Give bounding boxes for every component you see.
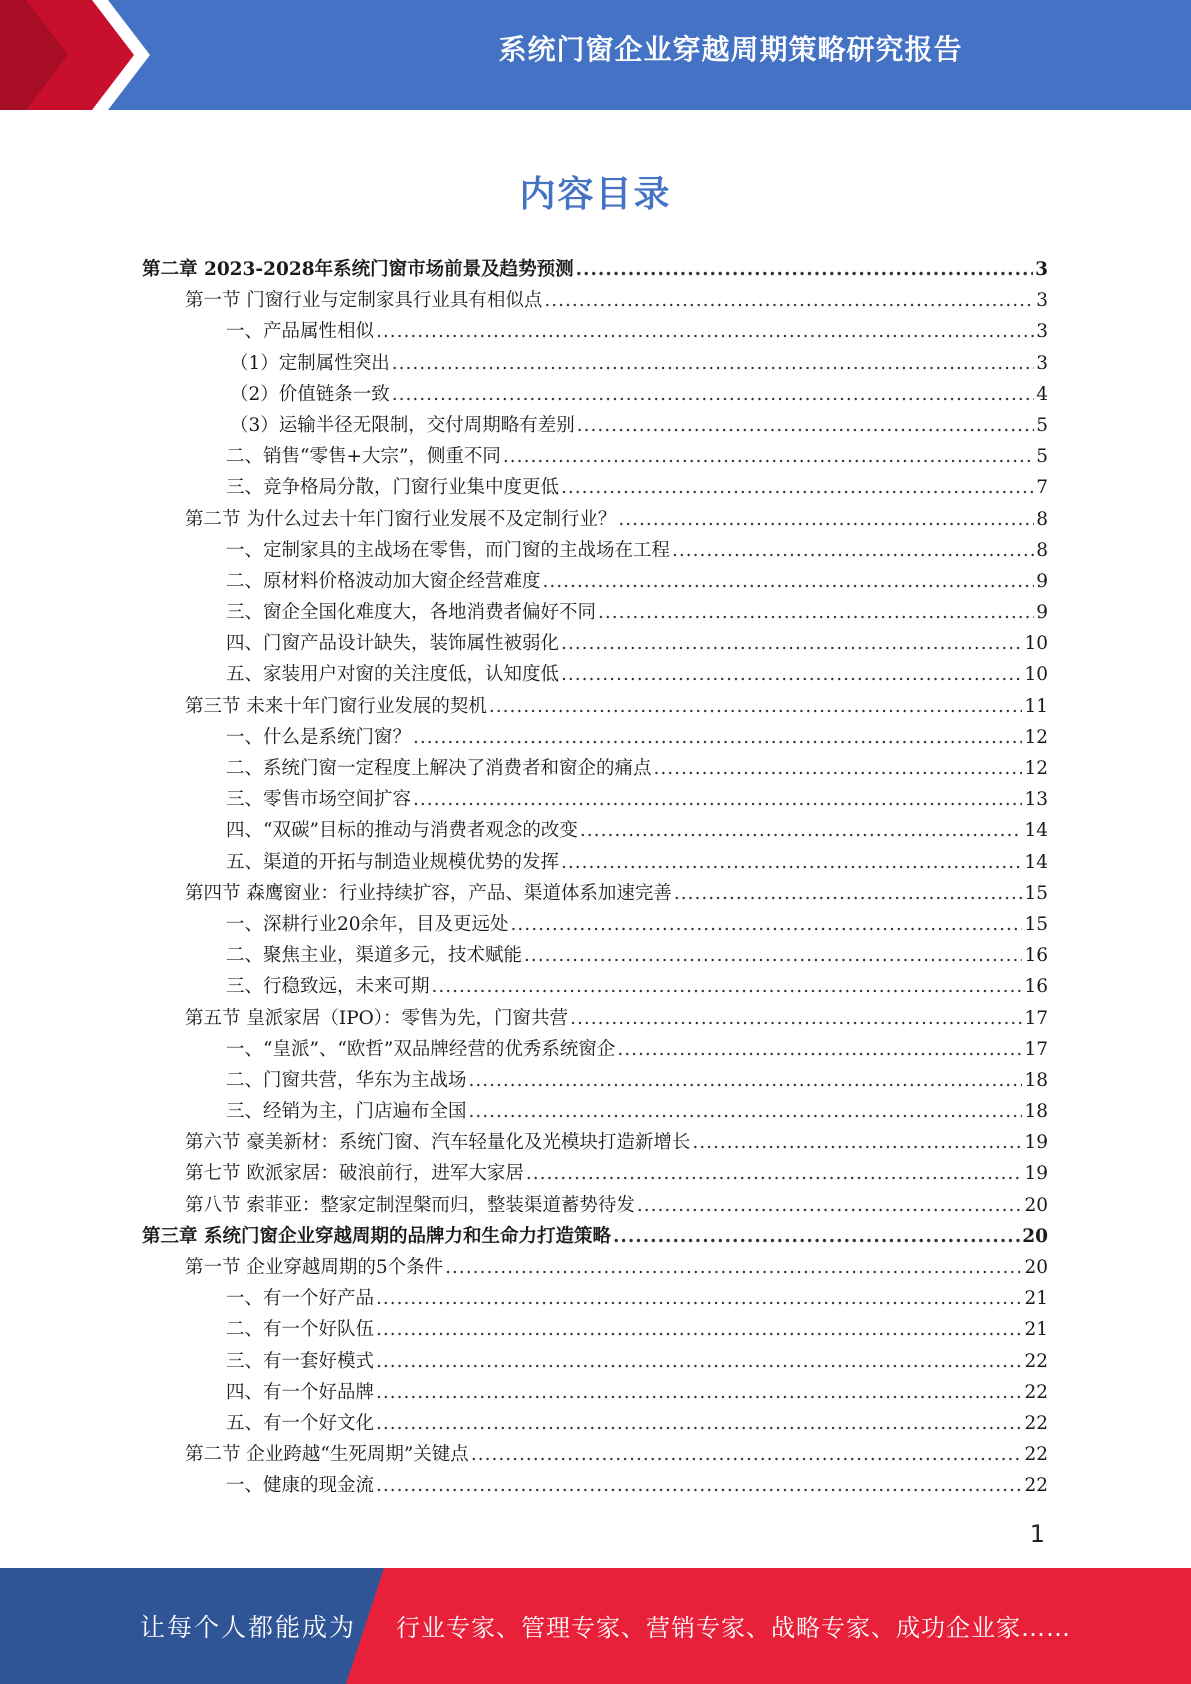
toc-dot-leader xyxy=(503,441,1034,472)
toc-entry-title: 二、聚焦主业，渠道多元，技术赋能 xyxy=(226,945,523,967)
toc-entry-page-number: 18 xyxy=(1024,1101,1048,1123)
report-title: 系统门窗企业穿越周期策略研究报告 xyxy=(498,33,963,66)
toc-dot-leader xyxy=(576,254,1034,285)
toc-entry-page-number: 20 xyxy=(1024,1194,1048,1216)
toc-subsection-entry[interactable] xyxy=(142,1408,1048,1439)
toc-subsection-entry[interactable] xyxy=(142,784,1048,815)
toc-section-entry[interactable] xyxy=(142,878,1048,909)
toc-entry-title: 一、深耕行业20余年，目及更远处 xyxy=(226,913,509,935)
toc-subsection-entry[interactable] xyxy=(142,1314,1048,1345)
toc-entry-page-number: 9 xyxy=(1036,602,1048,624)
toc-entry-title: 第四节 森鹰窗业：行业持续扩容，产品、渠道体系加速完善 xyxy=(185,882,672,904)
report-footer-band xyxy=(0,1568,1191,1684)
toc-entry-title: 三、竞争格局分散，门窗行业集中度更低 xyxy=(226,477,560,499)
toc-dot-leader xyxy=(526,1158,1023,1189)
toc-entry-page-number: 22 xyxy=(1024,1381,1048,1403)
toc-entry-page-number: 10 xyxy=(1024,664,1048,686)
toc-section-entry[interactable] xyxy=(142,1003,1048,1034)
toc-entry-page-number: 12 xyxy=(1024,726,1048,748)
toc-entry-title: 二、有一个好队伍 xyxy=(226,1319,375,1341)
toc-subsection-entry[interactable] xyxy=(142,566,1048,597)
toc-dot-leader xyxy=(511,909,1023,940)
toc-dot-leader xyxy=(376,316,1034,347)
page-number: 1 xyxy=(1029,1520,1045,1548)
toc-subsection-entry[interactable] xyxy=(142,441,1048,472)
toc-subsection-entry[interactable] xyxy=(142,628,1048,659)
footer-slogan-right: 行业专家、管理专家、营销专家、战略专家、成功企业家…… xyxy=(396,1614,1071,1642)
toc-section-entry[interactable] xyxy=(142,1127,1048,1158)
toc-dot-leader xyxy=(432,971,1023,1002)
toc-entry-page-number: 11 xyxy=(1024,695,1048,717)
toc-entry-page-number: 21 xyxy=(1024,1288,1048,1310)
table-of-contents xyxy=(142,254,1048,1502)
toc-section-entry[interactable] xyxy=(142,285,1048,316)
toc-entry-page-number: 21 xyxy=(1024,1319,1048,1341)
toc-entry-title: 二、销售“零售+大宗”，侧重不同 xyxy=(226,446,501,468)
toc-entry-title: 五、家装用户对窗的关注度低，认知度低 xyxy=(226,664,560,686)
toc-subsection-entry[interactable] xyxy=(142,379,1048,410)
toc-subsection-entry[interactable] xyxy=(142,1096,1048,1127)
toc-entry-page-number: 22 xyxy=(1024,1412,1048,1434)
toc-entry-page-number: 20 xyxy=(1024,1257,1048,1278)
toc-dot-leader xyxy=(561,659,1022,690)
toc-entry-title: 三、有一套好模式 xyxy=(226,1350,375,1372)
toc-dot-leader xyxy=(392,348,1034,379)
toc-entry-title: 一、健康的现金流 xyxy=(226,1475,375,1497)
toc-section-entry[interactable] xyxy=(142,1252,1048,1283)
toc-dot-leader xyxy=(376,1346,1022,1377)
toc-dot-leader xyxy=(413,784,1022,815)
toc-section-entry[interactable] xyxy=(142,1190,1048,1221)
toc-dot-leader xyxy=(637,1190,1023,1221)
toc-entry-page-number: 5 xyxy=(1036,414,1048,436)
toc-entry-title: 第五节 皇派家居（IPO）：零售为先，门窗共营 xyxy=(185,1007,569,1029)
toc-entry-title: 第二章 2023-2028年系统门窗市场前景及趋势预测 xyxy=(142,259,574,280)
toc-subsection-entry[interactable] xyxy=(142,1034,1048,1065)
toc-dot-leader xyxy=(469,1065,1023,1096)
toc-dot-leader xyxy=(570,1003,1022,1034)
toc-entry-page-number: 16 xyxy=(1024,945,1048,967)
toc-chapter-entry[interactable] xyxy=(142,254,1048,285)
toc-entry-page-number: 3 xyxy=(1036,352,1048,374)
toc-subsection-entry[interactable] xyxy=(142,410,1048,441)
toc-dot-leader xyxy=(413,722,1022,753)
toc-section-entry[interactable] xyxy=(142,504,1048,535)
toc-dot-leader xyxy=(376,1470,1022,1501)
toc-entry-title: （2）价值链条一致 xyxy=(230,383,390,405)
toc-subsection-entry[interactable] xyxy=(142,753,1048,784)
toc-dot-leader xyxy=(392,379,1034,410)
toc-dot-leader xyxy=(617,1034,1022,1065)
toc-entry-title: 第六节 豪美新材：系统门窗、汽车轻量化及光模块打造新增长 xyxy=(185,1132,691,1154)
toc-subsection-entry[interactable] xyxy=(142,971,1048,1002)
toc-dot-leader xyxy=(524,940,1022,971)
toc-entry-page-number: 19 xyxy=(1024,1132,1048,1154)
toc-dot-leader xyxy=(580,815,1023,846)
toc-entry-title: 一、定制家具的主战场在零售，而门窗的主战场在工程 xyxy=(226,539,671,561)
toc-entry-page-number: 12 xyxy=(1024,758,1048,779)
toc-entry-title: （1）定制属性突出 xyxy=(230,352,390,374)
toc-section-entry[interactable] xyxy=(142,1158,1048,1189)
toc-entry-page-number: 4 xyxy=(1036,383,1048,405)
toc-entry-title: 第三章 系统门窗企业穿越周期的品牌力和生命力打造策略 xyxy=(142,1225,611,1247)
toc-entry-title: 三、窗企全国化难度大，各地消费者偏好不同 xyxy=(226,602,597,624)
toc-dot-leader xyxy=(445,1252,1022,1283)
toc-entry-page-number: 16 xyxy=(1024,976,1048,998)
toc-dot-leader xyxy=(598,597,1034,628)
toc-entry-title: 二、门窗共营，华东为主战场 xyxy=(226,1069,467,1091)
toc-dot-leader xyxy=(561,628,1022,659)
toc-entry-title: 一、产品属性相似 xyxy=(226,321,375,343)
toc-entry-title: 第一节 门窗行业与定制家具行业具有相似点 xyxy=(185,290,543,312)
toc-entry-page-number: 7 xyxy=(1036,477,1048,499)
toc-subsection-entry[interactable] xyxy=(142,535,1048,566)
toc-subsection-entry[interactable] xyxy=(142,348,1048,379)
toc-entry-page-number: 17 xyxy=(1024,1007,1048,1029)
footer-slogan-left: 让每个人都能成为 xyxy=(140,1613,357,1642)
toc-subsection-entry[interactable] xyxy=(142,1065,1048,1096)
toc-dot-leader xyxy=(618,504,1034,535)
toc-entry-title: 第三节 未来十年门窗行业发展的契机 xyxy=(185,695,487,717)
toc-subsection-entry[interactable] xyxy=(142,847,1048,878)
toc-subsection-entry[interactable] xyxy=(142,909,1048,940)
toc-dot-leader xyxy=(376,1283,1022,1314)
toc-entry-page-number: 8 xyxy=(1036,539,1048,561)
toc-entry-page-number: 10 xyxy=(1024,633,1048,655)
toc-dot-leader xyxy=(561,847,1022,878)
toc-entry-title: 三、零售市场空间扩容 xyxy=(226,789,412,811)
toc-entry-title: 第七节 欧派家居：破浪前行，进军大家居 xyxy=(185,1163,524,1185)
toc-subsection-entry[interactable] xyxy=(142,472,1048,503)
toc-entry-page-number: 17 xyxy=(1024,1038,1048,1060)
toc-entry-title: 第二节 企业跨越“生死周期”关键点 xyxy=(185,1444,469,1466)
toc-subsection-entry[interactable] xyxy=(142,1377,1048,1408)
toc-dot-leader xyxy=(376,1377,1022,1408)
toc-title: 内容目录 xyxy=(519,174,672,215)
toc-dot-leader xyxy=(469,1096,1023,1127)
toc-entry-page-number: 18 xyxy=(1024,1069,1048,1091)
toc-dot-leader xyxy=(471,1439,1023,1470)
toc-dot-leader xyxy=(376,1408,1022,1439)
toc-dot-leader xyxy=(692,1127,1022,1158)
toc-entry-page-number: 3 xyxy=(1035,259,1048,280)
toc-entry-page-number: 22 xyxy=(1024,1444,1048,1466)
toc-dot-leader xyxy=(613,1221,1020,1252)
toc-dot-leader xyxy=(654,753,1023,784)
toc-dot-leader xyxy=(376,1314,1022,1345)
toc-subsection-entry[interactable] xyxy=(142,815,1048,846)
toc-dot-leader xyxy=(489,691,1023,722)
toc-entry-page-number: 13 xyxy=(1024,789,1048,811)
toc-section-entry[interactable] xyxy=(142,691,1048,722)
toc-entry-title: 第二节 为什么过去十年门窗行业发展不及定制行业？ xyxy=(185,508,617,530)
toc-entry-page-number: 20 xyxy=(1022,1225,1048,1247)
toc-entry-page-number: 14 xyxy=(1024,820,1048,842)
toc-dot-leader xyxy=(672,535,1034,566)
toc-entry-title: 五、有一个好文化 xyxy=(226,1412,375,1434)
toc-entry-page-number: 5 xyxy=(1036,446,1048,468)
toc-subsection-entry[interactable] xyxy=(142,659,1048,690)
toc-entry-title: 四、门窗产品设计缺失，装饰属性被弱化 xyxy=(226,633,560,655)
toc-entry-title: 三、经销为主，门店遍布全国 xyxy=(226,1101,467,1123)
toc-entry-title: 五、渠道的开拓与制造业规模优势的发挥 xyxy=(226,851,560,873)
toc-entry-page-number: 15 xyxy=(1024,882,1048,904)
toc-entry-page-number: 19 xyxy=(1024,1163,1048,1185)
toc-entry-page-number: 9 xyxy=(1036,570,1048,592)
toc-entry-page-number: 22 xyxy=(1024,1475,1048,1497)
toc-entry-page-number: 3 xyxy=(1036,321,1048,343)
toc-entry-page-number: 8 xyxy=(1036,508,1048,530)
toc-entry-title: （3）运输半径无限制，交付周期略有差别 xyxy=(230,414,575,436)
toc-chapter-entry[interactable] xyxy=(142,1221,1048,1252)
toc-entry-title: 二、系统门窗一定程度上解决了消费者和窗企的痛点 xyxy=(226,758,652,779)
toc-entry-page-number: 3 xyxy=(1036,290,1048,312)
toc-entry-title: 一、有一个好产品 xyxy=(226,1288,375,1310)
toc-subsection-entry[interactable] xyxy=(142,597,1048,628)
toc-dot-leader xyxy=(561,472,1034,503)
toc-entry-title: 一、什么是系统门窗？ xyxy=(226,726,412,748)
toc-dot-leader xyxy=(674,878,1023,909)
toc-entry-title: 三、行稳致远，未来可期 xyxy=(226,976,430,998)
toc-subsection-entry[interactable] xyxy=(142,1283,1048,1314)
toc-entry-title: 四、有一个好品牌 xyxy=(226,1381,375,1403)
toc-entry-title: 第一节 企业穿越周期的5个条件 xyxy=(185,1257,444,1278)
toc-entry-title: 二、原材料价格波动加大窗企经营难度 xyxy=(226,570,541,592)
toc-entry-page-number: 22 xyxy=(1024,1350,1048,1372)
toc-subsection-entry[interactable] xyxy=(142,722,1048,753)
toc-dot-leader xyxy=(577,410,1034,441)
toc-entry-title: 四、“双碳”目标的推动与消费者观念的改变 xyxy=(226,820,578,842)
toc-subsection-entry[interactable] xyxy=(142,940,1048,971)
report-header-band xyxy=(0,0,1191,110)
toc-entry-page-number: 15 xyxy=(1024,913,1048,935)
toc-subsection-entry[interactable] xyxy=(142,1346,1048,1377)
toc-subsection-entry[interactable] xyxy=(142,316,1048,347)
toc-dot-leader xyxy=(544,285,1034,316)
toc-entry-title: 一、“皇派”、“欧哲”双品牌经营的优秀系统窗企 xyxy=(226,1038,616,1060)
toc-section-entry[interactable] xyxy=(142,1439,1048,1470)
toc-entry-title: 第八节 索菲亚：整家定制涅槃而归，整装渠道蓄势待发 xyxy=(185,1194,635,1216)
toc-entry-page-number: 14 xyxy=(1024,851,1048,873)
toc-subsection-entry[interactable] xyxy=(142,1470,1048,1501)
toc-dot-leader xyxy=(543,566,1035,597)
